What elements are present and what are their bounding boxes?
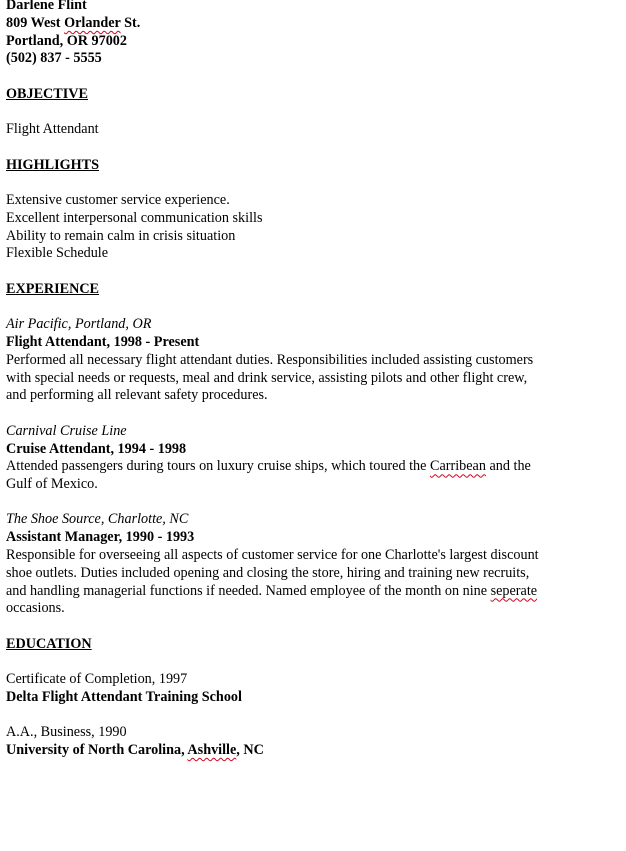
credential: Certificate of Completion, 1997 [6, 671, 188, 688]
education-section [6, 636, 606, 760]
experience-section [6, 281, 606, 619]
education-entry [6, 671, 606, 707]
city-state-zip: Portland, OR 97002 [6, 32, 127, 49]
candidate-name: Darlene Flint [6, 0, 87, 13]
job-entry [6, 511, 606, 618]
education-entry [6, 724, 606, 760]
job-description: Attended passengers during tours on luxury cruise ships, which toured the Carribean and the Gulf of Mexico. [6, 458, 531, 493]
street-address: 809 West Orlander St. [6, 14, 141, 31]
misspelled-word[interactable]: Carribean [429, 458, 486, 475]
contact-block [6, 0, 606, 68]
section-heading: OBJECTIVE [6, 85, 88, 102]
highlight-item: Excellent interpersonal communication skills [6, 209, 263, 226]
objective-section [6, 86, 606, 139]
job-entry [6, 423, 606, 494]
section-heading: HIGHLIGHTS [6, 156, 100, 173]
job-title: Cruise Attendant, 1994 - 1998 [6, 440, 187, 457]
school: University of North Carolina, Ashville, NC [6, 742, 264, 759]
misspelled-word[interactable]: Orlander [64, 14, 121, 31]
objective-text: Flight Attendant [6, 121, 99, 138]
phone-number: (502) 837 - 5555 [6, 50, 102, 67]
resume-document [6, 0, 606, 760]
job-title: Assistant Manager, 1990 - 1993 [6, 529, 195, 546]
employer: Carnival Cruise Line [6, 422, 127, 439]
highlight-item: Flexible Schedule [6, 245, 109, 262]
section-heading: EDUCATION [6, 635, 92, 652]
section-heading: EXPERIENCE [6, 280, 100, 297]
misspelled-word[interactable]: Ashville [187, 742, 237, 759]
highlight-item: Extensive customer service experience. [6, 191, 230, 208]
employer: Air Pacific, Portland, OR [6, 316, 152, 333]
highlight-item: Ability to remain calm in crisis situation [6, 227, 236, 244]
school: Delta Flight Attendant Training School [6, 689, 242, 706]
job-title: Flight Attendant, 1998 - Present [6, 333, 200, 350]
employer: The Shoe Source, Charlotte, NC [6, 511, 189, 528]
job-entry [6, 316, 606, 405]
job-description: Performed all necessary flight attendant duties. Responsibilities included assisting customers with special needs or requests, meal and drink service, assisting pilots and other flight crew, and performing all relevant safety procedures. [6, 351, 534, 404]
misspelled-word[interactable]: seperate [490, 582, 538, 599]
job-description: Responsible for overseeing all aspects of customer service for one Charlotte's largest discount shoe outlets. Duties included opening and closing the store, hiring and training new recruits, and handling managerial functions if needed. Named employee of the month on nine seperate occasions. [6, 547, 539, 617]
highlights-section [6, 157, 606, 264]
credential: A.A., Business, 1990 [6, 724, 127, 741]
